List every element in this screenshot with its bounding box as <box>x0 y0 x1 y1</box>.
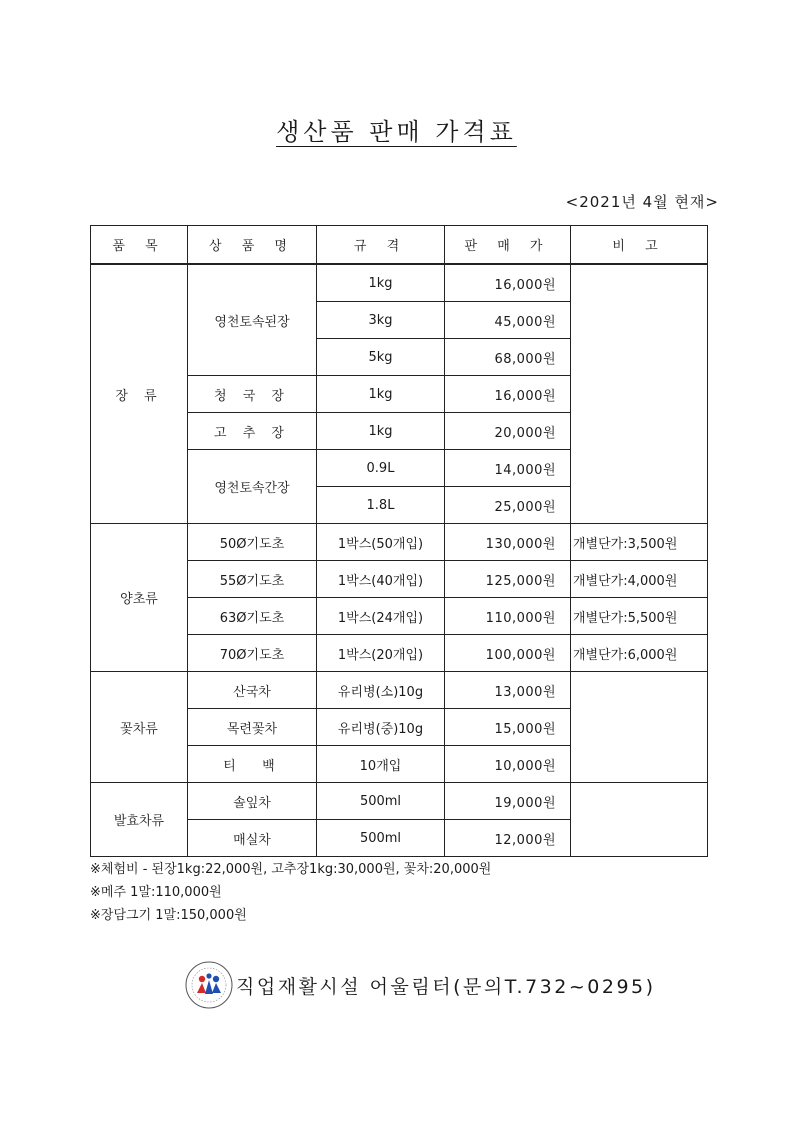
table-row <box>91 672 708 709</box>
spec-cell: 1박스(50개입) <box>317 524 445 561</box>
product-cell: 매실차 <box>188 820 317 857</box>
spec-cell: 1박스(24개입) <box>317 598 445 635</box>
note-cell <box>571 264 708 524</box>
product-cell: 산국차 <box>188 672 317 709</box>
price-cell: 100,000원 <box>445 635 571 672</box>
note-cell: 개별단가:3,500원 <box>571 524 708 561</box>
as-of-date: <2021년 4월 현재> <box>565 193 719 211</box>
header-category: 품 목 <box>91 226 188 265</box>
spec-cell: 1kg <box>317 376 445 413</box>
price-cell: 125,000원 <box>445 561 571 598</box>
spec-cell: 3kg <box>317 302 445 339</box>
price-cell: 16,000원 <box>445 264 571 302</box>
price-cell: 68,000원 <box>445 339 571 376</box>
spec-cell: 500ml <box>317 820 445 857</box>
header-product: 상 품 명 <box>188 226 317 265</box>
notes-section <box>90 858 491 927</box>
note-line: ※메주 1말:110,000원 <box>90 885 222 900</box>
product-cell: 영천토속된장 <box>188 264 317 376</box>
note-cell <box>571 672 708 783</box>
product-cell: 청 국 장 <box>188 376 317 413</box>
spec-cell: 500ml <box>317 783 445 820</box>
product-cell: 55Ø기도초 <box>188 561 317 598</box>
organization-seal-icon <box>184 960 234 1010</box>
category-cell: 꽃차류 <box>91 672 188 783</box>
spec-cell: 1kg <box>317 264 445 302</box>
price-cell: 25,000원 <box>445 487 571 524</box>
spec-cell: 1박스(40개입) <box>317 561 445 598</box>
product-cell: 63Ø기도초 <box>188 598 317 635</box>
price-cell: 14,000원 <box>445 450 571 487</box>
header-note: 비 고 <box>571 226 708 265</box>
price-cell: 110,000원 <box>445 598 571 635</box>
price-table <box>90 225 708 857</box>
product-cell: 영천토속간장 <box>188 450 317 524</box>
spec-cell: 유리병(소)10g <box>317 672 445 709</box>
note-line: ※체험비 - 된장1kg:22,000원, 고추장1kg:30,000원, 꽃차:20,000원 <box>90 862 492 877</box>
organization-contact: 직업재활시설 어울림터(문의T.732~0295) <box>236 975 656 998</box>
spec-cell: 1kg <box>317 413 445 450</box>
price-cell: 130,000원 <box>445 524 571 561</box>
product-cell: 고 추 장 <box>188 413 317 450</box>
table-header-row <box>91 226 708 265</box>
page-title: 생산품 판매 가격표 <box>276 118 517 146</box>
product-cell: 50Ø기도초 <box>188 524 317 561</box>
price-cell: 19,000원 <box>445 783 571 820</box>
price-cell: 20,000원 <box>445 413 571 450</box>
note-cell: 개별단가:6,000원 <box>571 635 708 672</box>
category-cell: 양초류 <box>91 524 188 672</box>
price-cell: 45,000원 <box>445 302 571 339</box>
product-cell: 솔잎차 <box>188 783 317 820</box>
price-cell: 16,000원 <box>445 376 571 413</box>
note-cell <box>571 783 708 857</box>
spec-cell: 유리병(중)10g <box>317 709 445 746</box>
price-cell: 12,000원 <box>445 820 571 857</box>
header-spec: 규 격 <box>317 226 445 265</box>
category-cell: 발효차류 <box>91 783 188 857</box>
spec-cell: 1박스(20개입) <box>317 635 445 672</box>
spec-cell: 10개입 <box>317 746 445 783</box>
product-cell: 티 백 <box>188 746 317 783</box>
product-cell: 70Ø기도초 <box>188 635 317 672</box>
spec-cell: 0.9L <box>317 450 445 487</box>
price-cell: 13,000원 <box>445 672 571 709</box>
price-cell: 15,000원 <box>445 709 571 746</box>
table-row <box>91 264 708 302</box>
note-line: ※장담그기 1말:150,000원 <box>90 908 247 923</box>
product-cell: 목련꽃차 <box>188 709 317 746</box>
spec-cell: 1.8L <box>317 487 445 524</box>
note-cell: 개별단가:5,500원 <box>571 598 708 635</box>
price-cell: 10,000원 <box>445 746 571 783</box>
category-cell: 장 류 <box>91 264 188 524</box>
table-row <box>91 524 708 561</box>
note-cell: 개별단가:4,000원 <box>571 561 708 598</box>
table-row <box>91 783 708 820</box>
footer <box>184 960 656 1010</box>
header-price: 판 매 가 <box>445 226 571 265</box>
spec-cell: 5kg <box>317 339 445 376</box>
